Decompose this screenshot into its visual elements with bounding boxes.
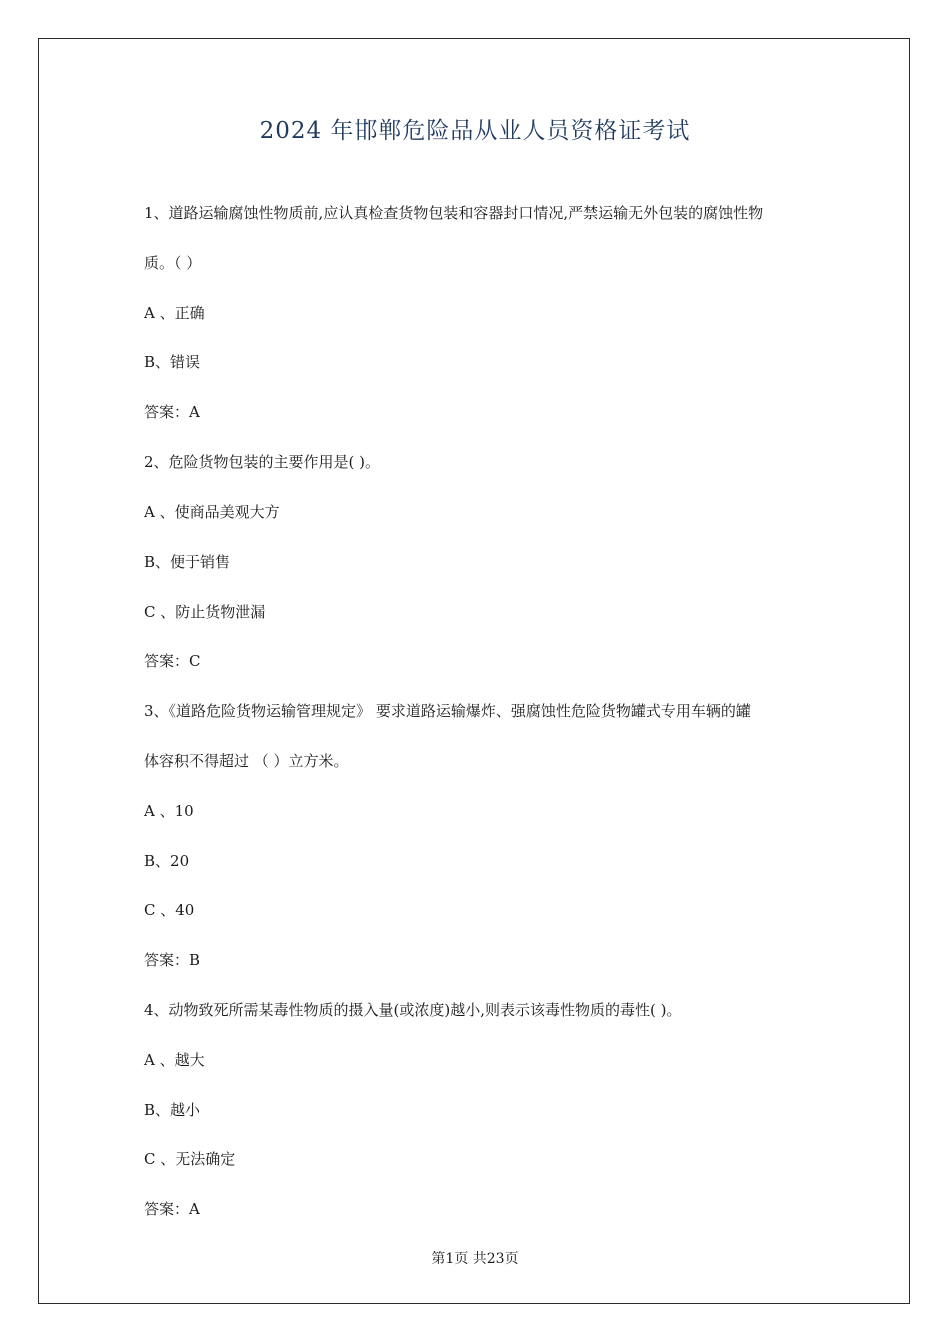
question-1-answer: 答案：A [144,403,200,421]
question-4-answer: 答案：A [144,1200,200,1218]
question-2-option-a: A 、使商品美观大方 [144,503,280,521]
question-3-text-line-2: 体容积不得超过 （ ）立方米。 [144,752,349,770]
question-3-option-c: C 、40 [144,901,195,919]
question-2-text: 2、危险货物包装的主要作用是( )。 [144,453,381,471]
question-1-text-line-1: 1、道路运输腐蚀性物质前,应认真检查货物包装和容器封口情况,严禁运输无外包装的腐蚀性物 [144,204,764,222]
question-4-option-b: B、越小 [144,1101,201,1119]
question-1-option-b: B、错误 [144,353,201,371]
question-2-option-b: B、便于销售 [144,553,231,571]
question-1-text-line-2: 质。（ ） [144,254,202,272]
question-2-option-c: C 、防止货物泄漏 [144,603,266,621]
question-3-option-b: B、20 [144,852,190,870]
question-3-answer: 答案：B [144,951,201,969]
page-number-footer: 第1页 共23页 [431,1251,519,1267]
question-3-text-line-1: 3、《道路危险货物运输管理规定》 要求道路运输爆炸、强腐蚀性危险货物罐式专用车辆的罐 [144,702,751,720]
document-title: 2024 年邯郸危险品从业人员资格证考试 [259,118,691,144]
question-4-option-c: C 、无法确定 [144,1150,236,1168]
question-4-text: 4、动物致死所需某毒性物质的摄入量(或浓度)越小,则表示该毒性物质的毒性( )。 [144,1001,682,1019]
question-1-option-a: A 、正确 [144,304,205,322]
question-4-option-a: A 、越大 [144,1051,205,1069]
question-2-answer: 答案：C [144,652,201,670]
question-3-option-a: A 、10 [144,802,194,820]
